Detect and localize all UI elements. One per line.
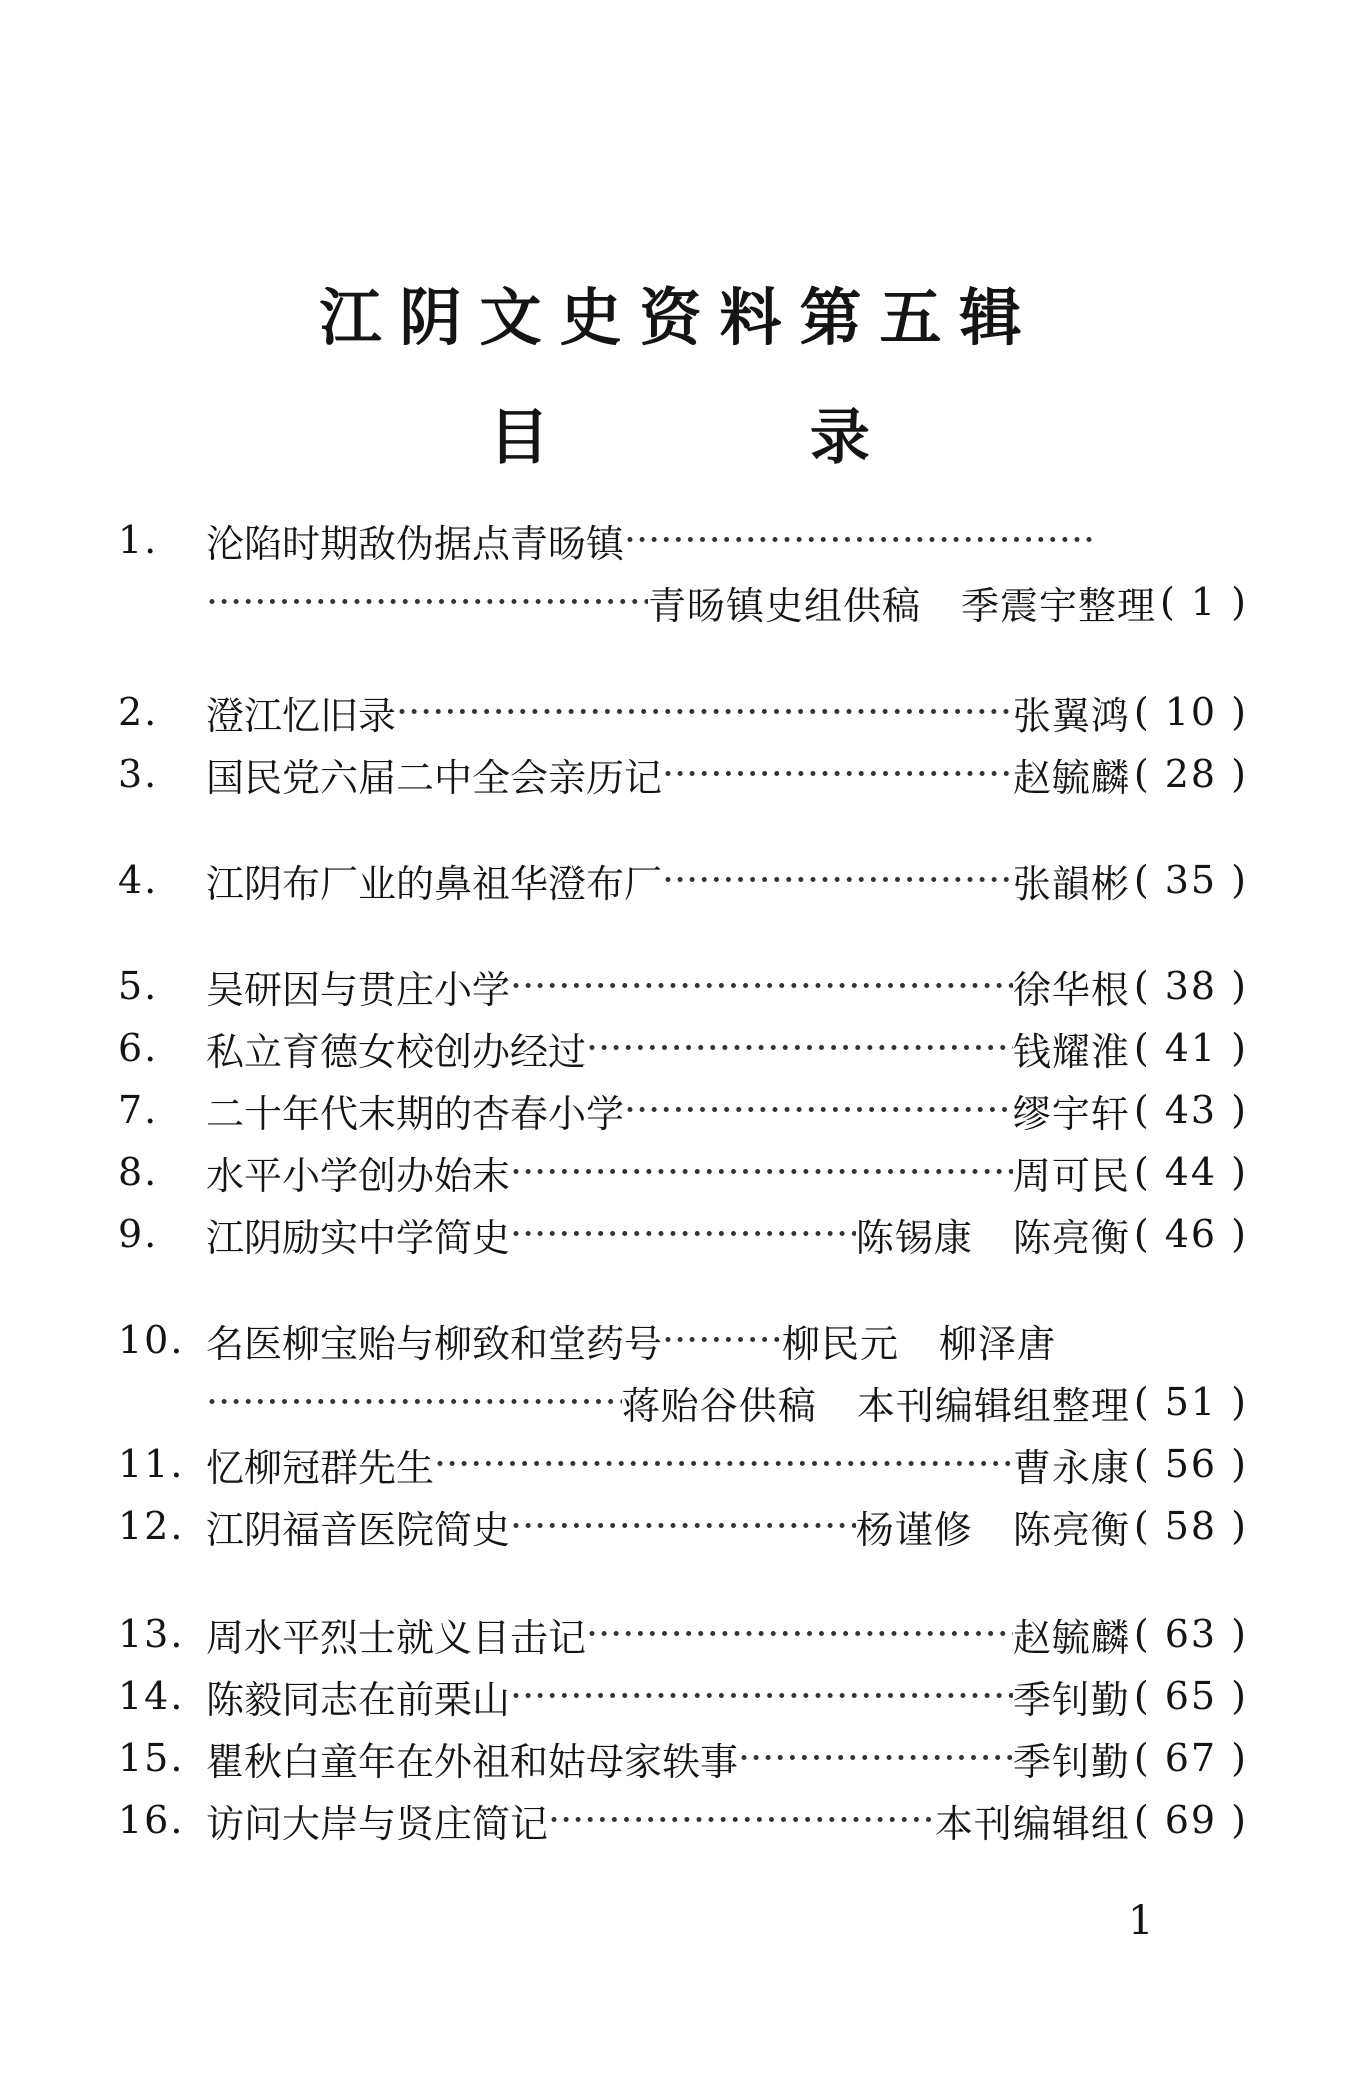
- toc-entry-8: [118, 1142, 1248, 1202]
- dot-leader: [662, 850, 1013, 910]
- entry-title: 陈毅同志在前栗山: [206, 1677, 511, 1722]
- entry-title: 江阴布厂业的鼻祖华澄布厂: [206, 861, 663, 906]
- toc-entry-1-cont: [118, 572, 1248, 632]
- dot-leader: [510, 1142, 1013, 1202]
- entry-author: 缪宇轩: [1012, 1091, 1130, 1136]
- entry-page: ( 41 ): [1133, 1026, 1248, 1070]
- dot-leader: [662, 1310, 782, 1370]
- entry-title: 江阴励实中学简史: [206, 1215, 511, 1260]
- entry-title: 水平小学创办始末: [206, 1153, 511, 1198]
- entry-title: 周水平烈士就义目击记: [206, 1615, 587, 1660]
- entry-author: 季震宇整理: [960, 583, 1156, 628]
- entry-author: 赵毓麟: [1012, 1615, 1130, 1660]
- toc-entry-6: [118, 1018, 1248, 1078]
- entry-author: 张韻彬: [1012, 861, 1130, 906]
- toc-entry-12: [118, 1496, 1248, 1556]
- entry-title: 国民党六届二中全会亲历记: [206, 755, 663, 800]
- entry-page: ( 69 ): [1133, 1798, 1248, 1842]
- entry-title: 瞿秋白童年在外祖和姑母家轶事: [206, 1739, 739, 1784]
- dot-leader: [510, 1666, 1013, 1726]
- dot-leader: [586, 1018, 1013, 1078]
- entry-author: 陈锡康: [855, 1215, 973, 1260]
- entry-author: 周可民: [1012, 1153, 1130, 1198]
- entry-title: 私立育德女校创办经过: [206, 1029, 587, 1074]
- entry-author: 张翼鸿: [1012, 693, 1130, 738]
- dot-leader: [738, 1728, 1013, 1788]
- entry-title: 澄江忆旧录: [206, 693, 397, 738]
- toc-entry-10-cont: [118, 1372, 1248, 1432]
- entry-author: 钱耀淮: [1012, 1029, 1130, 1074]
- entry-number: 6.: [118, 1026, 159, 1070]
- dot-leader: [586, 1604, 1013, 1664]
- entry-author: 本刊编辑组: [934, 1801, 1130, 1846]
- entry-number: 8.: [118, 1150, 159, 1194]
- entry-page: ( 58 ): [1133, 1504, 1248, 1548]
- entry-page: ( 38 ): [1133, 964, 1248, 1008]
- entry-number: 14.: [118, 1674, 185, 1718]
- dot-leader: [206, 572, 648, 632]
- entry-page: ( 43 ): [1133, 1088, 1248, 1132]
- entry-page: ( 51 ): [1133, 1380, 1248, 1424]
- entry-author: 陈亮衡: [1012, 1507, 1130, 1552]
- dot-leader: [434, 1434, 1013, 1494]
- dot-leader: [206, 1372, 622, 1432]
- dot-leader: [624, 510, 1094, 570]
- entry-title: 二十年代末期的杏春小学: [206, 1091, 625, 1136]
- entry-page: ( 65 ): [1133, 1674, 1248, 1718]
- toc-entry-5: [118, 956, 1248, 1016]
- entry-page: ( 44 ): [1133, 1150, 1248, 1194]
- toc-entry-11: [118, 1434, 1248, 1494]
- toc-entry-13: [118, 1604, 1248, 1664]
- entry-number: 2.: [118, 690, 159, 734]
- entry-number: 15.: [118, 1736, 185, 1780]
- entry-number: 5.: [118, 964, 159, 1008]
- toc-entry-16: [118, 1790, 1248, 1850]
- page-number: 1: [1128, 1898, 1154, 1944]
- entry-author: 陈亮衡: [1012, 1215, 1130, 1260]
- dot-leader: [662, 744, 1013, 804]
- dot-leader: [510, 1496, 856, 1556]
- dot-leader: [624, 1080, 1013, 1140]
- toc-entry-10: [118, 1310, 1248, 1370]
- entry-title: 名医柳宝贻与柳致和堂药号: [206, 1321, 663, 1366]
- entry-page: ( 63 ): [1133, 1612, 1248, 1656]
- toc-entry-3: [118, 744, 1248, 804]
- toc-entry-14: [118, 1666, 1248, 1726]
- toc-entry-2: [118, 682, 1248, 742]
- entry-page: ( 56 ): [1133, 1442, 1248, 1486]
- entry-number: 12.: [118, 1504, 185, 1548]
- entry-number: 3.: [118, 752, 159, 796]
- dot-leader: [510, 1204, 856, 1264]
- dot-leader: [396, 682, 1013, 742]
- entry-title: 吴研因与贯庄小学: [206, 967, 511, 1012]
- entry-number: 13.: [118, 1612, 185, 1656]
- entry-number: 9.: [118, 1212, 159, 1256]
- entry-author: 曹永康: [1012, 1445, 1130, 1490]
- entry-page: ( 1 ): [1160, 580, 1248, 624]
- entry-number: 7.: [118, 1088, 159, 1132]
- dot-leader: [548, 1790, 935, 1850]
- entry-author: 蒋贻谷供稿: [621, 1383, 817, 1428]
- entry-author: 徐华根: [1012, 967, 1130, 1012]
- dot-leader: [510, 956, 1013, 1016]
- entry-number: 4.: [118, 858, 159, 902]
- toc-entry-1: [118, 510, 1248, 570]
- entry-page: ( 46 ): [1133, 1212, 1248, 1256]
- entry-title: 访问大岸与贤庄简记: [206, 1801, 549, 1846]
- entry-author: 柳泽唐: [939, 1321, 1057, 1366]
- entry-author: 季钊勤: [1012, 1739, 1130, 1784]
- document-title: 江阴文史资料第五辑: [319, 281, 1040, 354]
- entry-number: 1.: [118, 518, 159, 562]
- entry-author: 本刊编辑组整理: [856, 1383, 1130, 1428]
- toc-heading: 目 录: [489, 403, 990, 473]
- entry-page: ( 10 ): [1133, 690, 1248, 734]
- entry-page: ( 67 ): [1133, 1736, 1248, 1780]
- toc-entry-4: [118, 850, 1248, 910]
- entry-page: ( 35 ): [1133, 858, 1248, 902]
- entry-number: 11.: [118, 1442, 185, 1486]
- entry-number: 10.: [118, 1318, 185, 1362]
- toc-entry-7: [118, 1080, 1248, 1140]
- entry-page: ( 28 ): [1133, 752, 1248, 796]
- entry-title: 江阴福音医院简史: [206, 1507, 511, 1552]
- entry-number: 16.: [118, 1798, 185, 1842]
- entry-author: 季钊勤: [1012, 1677, 1130, 1722]
- toc-entry-15: [118, 1728, 1248, 1788]
- toc-entry-9: [118, 1204, 1248, 1264]
- entry-author: 赵毓麟: [1012, 755, 1130, 800]
- entry-author: 柳民元: [782, 1321, 900, 1366]
- entry-title: 沦陷时期敌伪据点青旸镇: [206, 521, 625, 566]
- entry-author: 杨谨修: [855, 1507, 973, 1552]
- entry-author: 青旸镇史组供稿: [647, 583, 921, 628]
- entry-title: 忆柳冠群先生: [206, 1445, 435, 1490]
